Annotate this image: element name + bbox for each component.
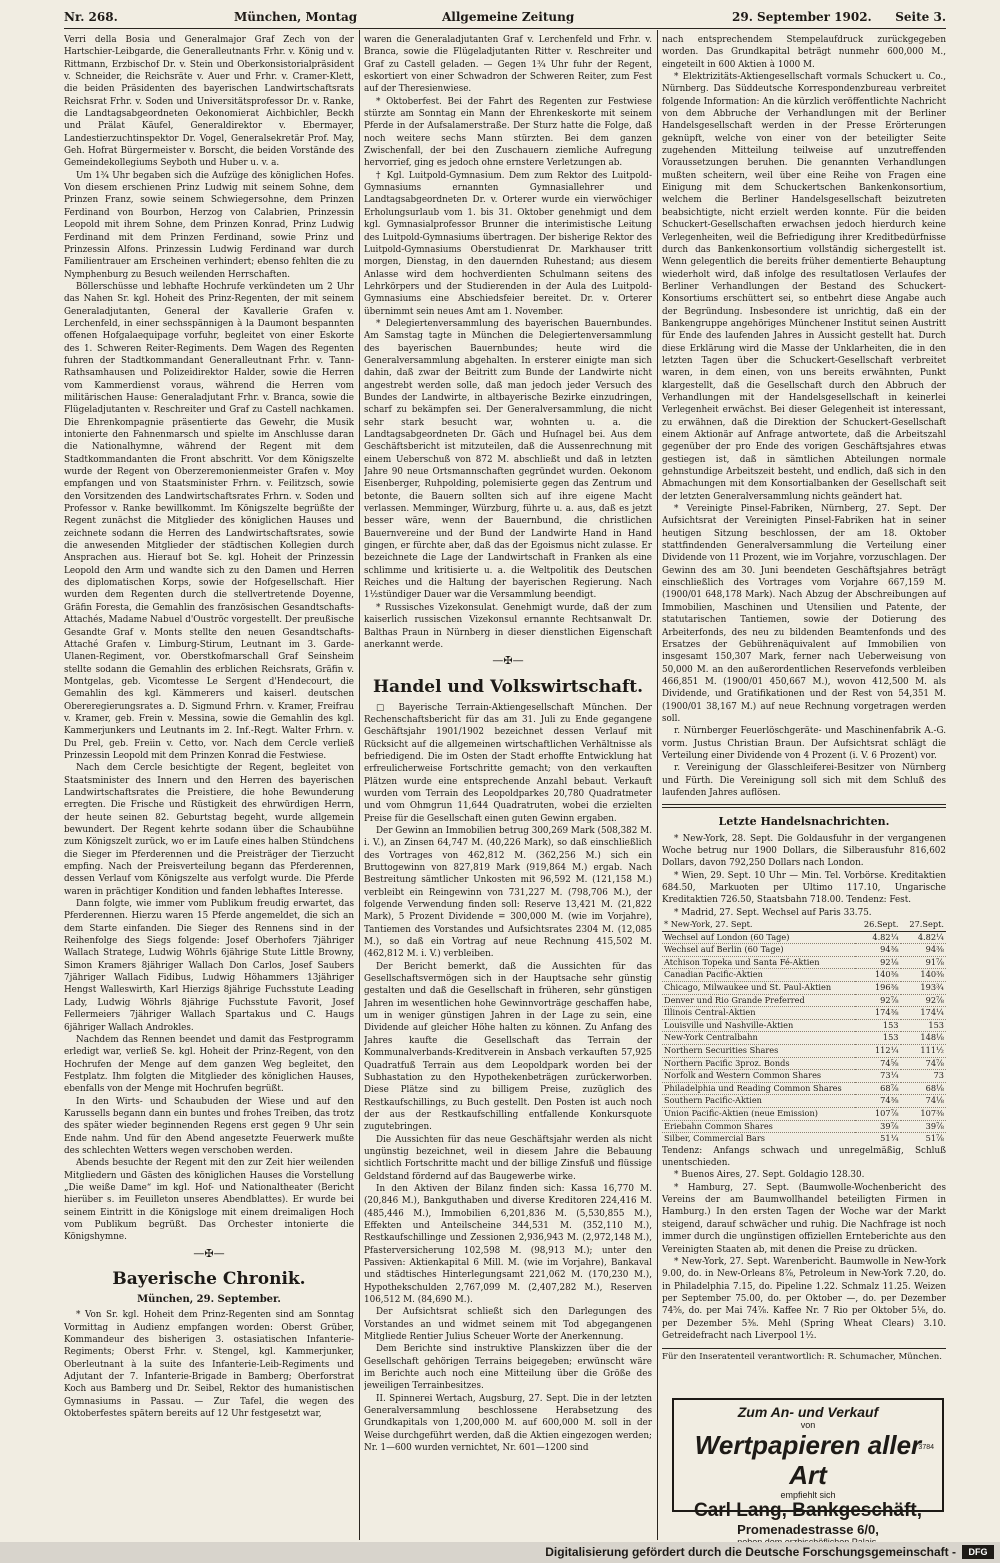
table-row xyxy=(662,1045,946,1058)
quote-name: Illinois Central-Aktien xyxy=(662,1007,855,1020)
quote-name: Eriebahn Common Shares xyxy=(662,1120,855,1133)
ad-headline: Wertpapieren aller Art xyxy=(694,1430,922,1490)
news-item-bauernbund: * Delegiertenversammlung des bayerischen Bauernbundes. Am Samstag tagte in München die Delegiertenversammlung des bayerischen Bauernbundes; heute wird die Generalversammlung abgehalten. In ersterer einigte man sich dahin, daß zwar der Beitritt zum Bunde der Landwirte nicht angestrebt werden solle, daß man jedoch jeder Versuch des Bundes der Landwirte, in altbayerische Bezirke einzudringen, scharf zu bekämpfen sei. Der Generalversammlung, die nicht sehr stark besucht war, wohnten u. a. die Landtagsabgeordneten Dr. Gäch und Huſnagel bei. Aus dem Geschäftsbericht ist mitzuteilen, daß die Aussenrechnung mit einem Ueberschuß von 872 M. abschließt und daß in letzten Jahre 90 neue Ortsmannschaften gegründet wurden. Oekonom Eisenberger, Ruhpolding, polemisierte gegen das Zentrum und betonte, die Bauern sollten sich auf ihre eigene Macht verlassen. Memminger, Würzburg, führte u. a. aus, daß es jetzt besser wäre, wenn der Bauernbund, die christlichen Bauernvereine und der Bund der Landwirte Hand in Hand gingen, er fürchte aber, daß das der Egoismus nicht zulasse. Er bezeichnete die Lage der Landwirtschaft in Franken als eine schlimme und kritisierte u. a. die Weltpolitik des Deutschen Reiches und die Haltung der bayerischen Regierung. Nach 1½stündiger Dauer war die Versammlung beendigt. xyxy=(364,318,652,601)
quote-value: 107⅞ xyxy=(855,1107,900,1120)
table-row xyxy=(662,931,946,944)
section-title-handelsnachrichten: Letzte Handelsnachrichten. xyxy=(718,815,890,829)
quote-value: 193¾ xyxy=(901,982,946,995)
news-item-gymnasium: † Kgl. Luitpold-Gymnasium. Dem zum Rektor des Luitpold-Gymnasiums ernannten Gymnasiallehrer und Landtagsabgeordneten Dr. v. Orterer wurde ein vierwöchiger Erholungsurlaub vom 1. bis 31. Oktober genehmigt und dem kgl. Gymnasialprofessor Brunner die interimistische Leitung des Luitpold-Gymnasiums übertragen. Der bisherige Rektor des Luitpold-Gymnasiums Oberstudienrat Dr. Markhauser tritt morgen, Dienstag, in den dauernden Ruhestand; aus diesem Anlasse wird dem hochverdienten Schulmann seitens des Lehrkörpers und der Studierenden in der Aula des Luitpold-Gymnasiums eine Abschiedsfeier bereitet. Dr. v. Orterer übernimmt sein neues Amt am 1. November. xyxy=(364,170,652,317)
news-item-glasschleifer: r. Vereinigung der Glasschleiferei-Besitzer von Nürnberg und Fürth. Die Vereinigung soll sich mit dem Schluß des laufenden Jahres auflösen. xyxy=(662,763,946,798)
article-paragraph: Der Gewinn an Immobilien betrug 300,269 Mark (508,382 M. i. V.), an Zinsen 64,747 M. (40,226 Mark), so daß einschließlich des Vortrages von 462,812 M. (362,256 M.) sich ein Bruttogewinn von 827,819 Mark (919,864 M.) ergab. Nach Bestreitung sämtlicher Unkosten mit 96,592 M. (121,158 M.) verbleibt ein Reingewinn von 731,227 M. (798,706 M.), der folgende Verwendung finden soll: Reserve 13,421 M. (21,822 Mark), 5 Prozent Dividende = 300,000 M. (wie im Vorjahre), Tantiemen des Vorstandes und Aufsichtsrates 2304 M. (12,085 M.), so daß ein Vortrag auf neue Rechnung 415,502 M. (462,812 M. i. V.) verbleiben. xyxy=(364,825,652,960)
quote-value: 68⅞ xyxy=(855,1082,900,1095)
ad-line: Zum An- und Verkauf xyxy=(737,1404,879,1420)
table-row xyxy=(662,982,946,995)
table-row xyxy=(662,1070,946,1083)
news-item-buenos-aires: * Buenos Aires, 27. Sept. Goldagio 128.30. xyxy=(674,1170,865,1181)
responsibility-note: Für den Inseratenteil verantwortlich: R. Schumacher, München. xyxy=(662,1348,946,1363)
ad-line: von xyxy=(800,1420,816,1430)
quote-value: 73 xyxy=(901,1070,946,1083)
quote-value: 4.82¼ xyxy=(855,931,900,944)
dateline: München, 29. September. xyxy=(137,1294,281,1306)
quote-value: 92⅞ xyxy=(901,994,946,1007)
quote-value: 196⅜ xyxy=(855,982,900,995)
news-item-newyork-gold: * New-York, 28. Sept. Die Goldausfuhr in der vergangenen Woche betrug nur 1900 Dollars, die Silberausfuhr 816,602 Dollars, davon 792,250 Dollars nach London. xyxy=(662,833,946,869)
news-item-vizekonsulat: * Russisches Vizekonsulat. Genehmigt wurde, daß der zum kaiserlich russischen Vizekonsul ernannte Rechtsanwalt Dr. Balthas Praun in Nürnberg in dieser dienstlichen Eigenschaft anerkannt werde. xyxy=(364,602,652,650)
article-paragraph: Verri della Bosia und Generalmajor Graf Zech von der Hartschier-Leibgarde, die Generalleutnants Frhr. v. König und v. Rittmann, Erzbischof Dr. v. Stein und Oberkonsistorialpräsident v. Schneider, die Reichsräte v. Auer und Frhr. v. Cramer-Klett, die beiden Präsidenten des bayerischen Landwirtschaftsrats Reichsrat Frhr. v. Soden und Universitätsprofessor Dr. v. Ranke, die Landtagsabgeordneten Oekonomierat Aichbichler, Beckh und Prälat Käufel, Generaldirektor v. Ebermayer, Landestierzuchtinspektor Dr. Vogel, Generalsekretär Prof. May, Geh. Hofrat Bürgermeister v. Borscht, die beiden Vorstände des Gemeindekollegiums Seyboth und Huber u. v. a. xyxy=(64,35,354,169)
ad-address: Promenadestrasse 6/0, xyxy=(737,1522,879,1537)
column-rule-1 xyxy=(359,30,360,1540)
news-item-hamburg: * Hamburg, 27. Sept. (Baumwolle-Wochenbericht des Vereins der am Baumwollhandel beteiligten Firmen in Hamburg.) In den ersten Tagen der Woche war der Markt steigend, darauf schwächer und ruhig. Die Nachfrage ist noch immer durch die ungünstigen offiziellen Ernteberichte aus den Vereinigten Staaten ab, mit denen die Preise zu drücken. xyxy=(662,1182,946,1255)
quote-value: 153 xyxy=(855,1032,900,1045)
article-paragraph: nach entsprechendem Stempelaufdruck zurückgegeben worden. Das Grundkapital beträgt nunmehr 600,000 M., eingeteilt in 600 Aktien à 1000 M. xyxy=(662,35,946,70)
quote-value: 92⅞ xyxy=(855,994,900,1007)
news-item-pinsel: * Vereinigte Pinsel-Fabriken, Nürnberg, 27. Sept. Der Aufsichtsrat der Vereinigten Pinsel-Fabriken hat in seiner heutigen Sitzung beschlossen, der am 18. Oktober stattfindenden Generalversammlung die Verteilung einer Dividende von 11 Prozent, wie im Vorjahre, vorzuschlagen. Der Gewinn des am 30. Juni beendeten Geschäftsjahres beträgt einschließlich des Vortrages vom Vorjahre 667,159 M. (1900/01 648,178 Mark). Nach Abzug der Abschreibungen auf Immobilien, Maschinen und Utensilien und Patente, der statutarischen Tantiemen, sowie der Dotierung des Arbeiterfonds, des neu zu bildenden Beamtenfonds und des Ersatzes der Gebührenäquivalent auf Immobilien von insgesamt 150,307 Mark, ferner nach Ueberweisung von 50,000 M. an den außerordentlichen Reservefonds verbleiben 466,851 M. (1900/01 450,667 M.), wovon 412,500 M. als Dividende, und Gratifikationen und der Rest von 54,351 M. (1900/01 38,167 M.) auf neue Rechnung vorgetragen werden soll. xyxy=(662,504,946,724)
table-header: 27.Sept. xyxy=(901,919,946,931)
quote-value: 91⅞ xyxy=(901,956,946,969)
table-row xyxy=(662,956,946,969)
table-row xyxy=(662,1133,946,1145)
article-paragraph: Die Aussichten für das neue Geschäftsjahr werden als nicht ungünstig bezeichnet, weil in diesem Jahre die Bebauung sichtlich Fortschritte macht und der billige Zinsfuß und flüssige Geldstand fördernd auf das Baugewerbe wirke. xyxy=(364,1134,652,1182)
article-paragraph: Böllerschüsse und lebhafte Hochrufe verkündeten um 2 Uhr das Nahen Sr. kgl. Hoheit des Prinz-Regenten, der mit seinem Generaladjutanten, General der Kavallerie Grafen v. Lerchenfeld, in einer sechsspännigen à la Daumont bespannten offenen Hofgalaequipage vorfuhr, begleitet von einer Eskorte des 1. Schweren Reiter-Regiments. Dem Wagen des Regenten fuhren der Stadtkommandant Generalleutnant Frhr. v. Tann-Rathsamhausen und Polizeidirektor Halder, sowie die Herren vom Kammerdienst voraus, während die Herren vom militärischen Hause: Generaladjutant Frhr. v. Branca, sowie die Flügeladjutanten v. Reschreiter und Graf zu Castell nachkamen. Die Ehrenkompagnie präsentierte das Gewehr, die Musik intonierte den Fahnenmarsch und spielte im Anschlusse daran die Nationalhymne, während der Regent mit dem Stadtkommandanten die Front abschritt. Vor dem Königszelte wurde der Regent von Oberzeremonienmeister Grafen v. Moy empfangen und von Staatsminister Frhrn. v. Feilitzsch, sowie den Vorsitzenden des Landwirtschaftsrates Frhrn. v. Soden und Professor v. Ranke bewillkommt. Im Königszelte begrüßte der Regent zunächst die Mitglieder des königlichen Hauses und zeichnete sodann die Herren des Landwirtschaftsrates, sowie die anwesenden Mitglieder der städtischen Kollegien durch Ansprachen aus. Hierauf bot Se. kgl. Hoheit der Prinzessin Leopold den Arm und wandte sich zu den Damen und Herren des diplomatischen Korps, sowie der Hofgesellschaft. Hier wurden dem Regenten durch die stellvertretende Doyenne, Gräfin Foresta, die Gemahlin des französischen Gesandtschafts-Attachés, Madame Nabuel d'Ouströc vorgestellt. Der preußische Gesandte Graf v. Monts stellte den neuen Gesandtschafts-Attaché Grafen v. Limburg-Stirum, Leutnant im 3. Garde-Ulanen-Regiment, vor. Oberstkofmarschall Graf Seinsheim stellte sodann die Gemahlin des erblichen Reichsrats, Gräfin v. Montgelas, geb. Vicomtesse Le Sergent d'Hendecourt, die Gemahlin des kgl. Kämmerers und kaiserl. deutschen Obereregierungsrates a. D. Sigmund Frhrn. v. Kramer, Freifrau v. Kramer, geb. Frein v. Messina, sowie die Gemahlin des kgl. Kammerjunkers und Leutnants im 2. Inf.-Regt. Walter Frhrn. v. Du Prel, geb. Freiin v. Cetto, vor. Nach dem Cercle verließ Prinzessin Leopold mit dem Prinzen Konrad die Festwiese. xyxy=(64,281,354,761)
table-row xyxy=(662,1032,946,1045)
ad-line: empfiehlt sich xyxy=(780,1490,836,1500)
table-row xyxy=(662,994,946,1007)
quote-value: 94⅜ xyxy=(855,944,900,957)
table-header: * New-York, 27. Sept. xyxy=(662,919,855,931)
section-title-handel: Handel und Volkswirtschaft. xyxy=(372,676,644,697)
table-body xyxy=(662,931,946,1145)
quote-value: 148⅛ xyxy=(901,1032,946,1045)
section-ornament: —✠— xyxy=(193,1246,225,1260)
header-place: München, Montag xyxy=(234,10,358,24)
column-rule-2 xyxy=(657,30,658,1540)
quote-value: 153 xyxy=(855,1019,900,1032)
table-row xyxy=(662,1019,946,1032)
ad-company: Carl Lang, Bankgeschäft, xyxy=(693,1500,923,1521)
table-header: 26.Sept. xyxy=(855,919,900,931)
dfg-logo: DFG xyxy=(962,1545,994,1559)
article-paragraph: □ Bayerische Terrain-Aktiengesellschaft München. Der Rechenschaftsbericht für das am 31. Juli zu Ende gegangene Geschäftsjahr 1901/1902 bezeichnet dessen Verlauf mit Rücksicht auf die allgemeinen wirtschaftlichen Verhältnisse als befriedigend. Die im Osten der Stadt erhoffte Entwicklung hat erfreulicherweise Fortschritte gemacht; von den verkauften Plätzen wurde eine entsprechende Anzahl bebaut. Verkauft wurden vom Terrain des Leopoldparkes 20,780 Quadratmeter und vom Ohmgrun 11,644 Quadratruten, wobei die erzielten Preise für die Gesellschaft einen guten Gewinn ergaben. xyxy=(364,702,652,824)
article-paragraph: II. Spinnerei Wertach, Augsburg, 27. Sept. Die in der letzten Generalversammlung beschlossene Herabsetzung des Grundkapitals von 1,200,000 M. auf 600,000 M. soll in der Weise durchgeführt werden, daß die Aktien eingezogen werden; Nr. 1—600 wurden vernichtet, Nr. 601—1200 sind xyxy=(364,1393,652,1454)
quote-value: 107⅜ xyxy=(901,1107,946,1120)
quote-value: 4.82¼ xyxy=(901,931,946,944)
quote-value: 51¼ xyxy=(855,1133,900,1145)
quote-name: Northern Pacific 3proz. Bonds xyxy=(662,1057,855,1070)
table-row xyxy=(662,944,946,957)
quote-value: 92⅛ xyxy=(855,956,900,969)
quote-value: 74⅛ xyxy=(901,1095,946,1108)
quote-value: 94⅜ xyxy=(901,944,946,957)
quote-value: 74⅝ xyxy=(855,1057,900,1070)
article-paragraph: In den Aktiven der Bilanz finden sich: Kassa 16,770 M. (20,846 M.), Bankguthaben und diverse Kreditoren 224,416 M. (485,446 M.), Immobilien 6,201,836 M. (5,530,855 M.), Effekten und Anteilscheine 344,531 M. (352,110 M.), Restkaufschillinge und Zessionen 2,936,943 M. (2,972,148 M.), Pfasterversicherung 102,598 M. (98,913 M.); unter den Passiven: Aktienkapital 6 Mill. M. (wie im Vorjahre), Bankaval und städtisches Hinterlegungsamt 221,062 M. (170,230 M.), Hypothekschulden 2,767,099 M. (2,407,282 M.), Reserven 106,512 M. (84,690 M.). xyxy=(364,1183,652,1306)
news-item-schuckert: * Elektrizitäts-Aktiengesellschaft vormals Schuckert u. Co., Nürnberg. Das Süddeutsche Korrespondenzbureau verbreitet folgende Information: An die kürzlich veröffentlichte Nachricht von dem Abbruche der Verhandlungen mit der Berliner Handelsgesellschaft werden in der Presse Erörterungen geknüpft, welche von einer von der beteiligter Seite zugehenden Mitteilung teilweise auf unzutreffenden Voraussetzungen beruhen. Die genannten Verhandlungen mußten scheitern, weil über eine Reihe von Fragen eine Einigung mit dem Schuckertschen Bankenkonsortium, welchem die Berliner Handelsgesellschaft beizutreten beabsichtigte, nicht erzielt werden konnte. Für die beiden Schuckert-Gesellschaften erwachsen jedoch hierdurch keine Verlegenheiten, weil die Befriedigung ihrer Kreditbedürfnisse durch das Bankenkonsortium vollständig sichergestellt ist. Wenn gelegentlich die bereits früher dementierte Behauptung wiederholt wird, daß infolge des resultatlosen Verlaufes der Berliner Verhandlungen der Bestand des Schuckert-Konsortiums erschüttert sei, so entbehrt diese Angabe auch der Begründung. Insbesondere ist unrichtig, daß ein der Bankengruppe angehöriges Münchener Institut seinen Austritt für Ende des laufenden Jahres in Aussicht gestellt hat. Durch diese Erklärung wird die Masse der Unklarheiten, die in den letzten Tagen über die Schuckert-Gesellschaft verbreitet waren, in dem einen, von uns bereits erwähnten, Punkt klargestellt, daß die Gesellschaft durch den Abbruch der Verhandlungen mit der Handelsgesellschaft in keinerlei Verlegenheit erwächst. Bei dieser Gelegenheit ist interessant, zu erwähnen, daß die Direktion der Schuckert-Gesellschaft einem Aktionär auf Anfrage antwortete, daß die Arbeitszahl gegenüber der pro Ende des vorigen Geschäftsjahres etwas gestiegen ist, daß in sämtlichen Abteilungen normale gehnstundige Arbeitszeit besteht, und endlich, daß sich in den Abmachungen mit dem Konsortialbanken der Gesellschaft seit der letzten Generalversammlung nichts geändert hat. xyxy=(662,72,946,502)
digitization-footer xyxy=(0,1542,1000,1563)
quote-value: 174⅜ xyxy=(855,1007,900,1020)
quote-value: 153 xyxy=(901,1019,946,1032)
quote-value: 112¼ xyxy=(855,1045,900,1058)
quote-value: 68⅛ xyxy=(901,1082,946,1095)
article-paragraph: waren die Generaladjutanten Graf v. Lerchenfeld und Frhr. v. Branca, sowie die Flügeladjutanten Ritter v. Reschreiter und Graf zu Castell geladen. — Gegen 1¾ Uhr fuhr der Regent, eskortiert von einer Schwadron der Schweren Reiter, zum Fest auf der Theresienwiese. xyxy=(364,35,652,95)
table-row xyxy=(662,1082,946,1095)
page-number: Seite 3. xyxy=(895,10,946,24)
quote-name: Silber, Commercial Bars xyxy=(662,1133,855,1145)
ad-reference: 3784 xyxy=(918,1444,934,1451)
article-paragraph: Um 1¾ Uhr begaben sich die Aufzüge des königlichen Hofes. Von diesem erschienen Prinz Ludwig mit seinem Sohne, dem Prinzen Franz, sowie seinem Schwiegersohne, dem Prinzen Ferdinand von Bourbon, Herzog von Calabrien, Prinzessin Leopold mit ihrem Sohne, dem Prinzen Konrad, Prinz Ludwig Ferdinand mit dem Prinzen Ferdinand, sowie Prinz und Prinzessin Alfons. Prinzessin Ludwig Ferdinand war durch Familientrauer am Erscheinen verhindert; ebenso fehlten die zu Nymphenburg zu Besuch weilenden Herrschaften. xyxy=(64,170,354,280)
quote-name: Denver und Rio Grande Preferred xyxy=(662,994,855,1007)
news-item-feuerloesch: r. Nürnberger Feuerlöschgeräte- und Maschinenfabrik A.-G. vorm. Justus Christian Braun. Der Aufsichtsrat schlägt die Verteilung einer Dividende von 4 Prozent (i. V. 6 Prozent) vor. xyxy=(662,726,946,761)
news-item-oktoberfest: * Oktoberfest. Bei der Fahrt des Regenten zur Festwiese stürzte am Sonntag ein Mann der Ehrenkeskorte mit seinem Pferde in der Aufsalamerstraße. Der Sturz hatte die Folge, daß noch weitere sechs Mann stürzten. Bei dem ganzen Zwischenfall, der bei den Zuschauern ziemliche Aufregung hervorrief, ging es jedoch ohne ernstere Verletzungen ab. xyxy=(364,96,652,169)
quote-value: 51⅞ xyxy=(901,1133,946,1145)
footer-text: Digitalisierung gefördert durch die Deutsche Forschungsgemeinschaft - xyxy=(545,1545,956,1559)
quote-name: Northern Securities Shares xyxy=(662,1045,855,1058)
quote-name: Union Pacific-Aktien (neue Emission) xyxy=(662,1107,855,1120)
header-rule xyxy=(64,28,946,29)
section-ornament: —✠— xyxy=(492,654,524,668)
article-paragraph: Nachdem das Rennen beendet und damit das Festprogramm erledigt war, verließ Se. kgl. Hoheit der Prinz-Regent, von den Hochrufen der Menge auf dem ganzen Weg begleitet, den Festplatz. Ihm folgten die Mitglieder des königlichen Hauses, ebenfalls von der Menge mit Hochrufen begrüßt. xyxy=(64,1034,354,1095)
quote-name: Norfolk and Western Common Shares xyxy=(662,1070,855,1083)
section-divider xyxy=(662,804,946,808)
quote-name: Louisville und Nashville-Aktien xyxy=(662,1019,855,1032)
table-row xyxy=(662,1107,946,1120)
table-header-row xyxy=(662,919,946,931)
column-1 xyxy=(64,34,354,1539)
table-row xyxy=(662,1095,946,1108)
section-title-bayerische-chronik: Bayerische Chronik. xyxy=(112,1269,306,1290)
quote-value: 74⅜ xyxy=(855,1095,900,1108)
quote-value: 111½ xyxy=(901,1045,946,1058)
news-item-madrid: * Madrid, 27. Sept. Wechsel auf Paris 33.75. xyxy=(674,907,872,918)
page-header xyxy=(64,10,946,26)
article-paragraph: Dem Berichte sind instruktive Planskizzen über die der Gesellschaft gehörigen Terrains beigegeben; erwünscht wäre im Berichte auch noch eine Mitteilung über die Größe des jeweiligen Terrainbesitzes. xyxy=(364,1344,652,1392)
stock-quotes-table xyxy=(662,919,946,1145)
quote-value: 174¼ xyxy=(901,1007,946,1020)
quote-name: Chicago, Milwaukee und St. Paul-Aktien xyxy=(662,982,855,995)
quote-name: Southern Pacific-Aktien xyxy=(662,1095,855,1108)
newspaper-title: Allgemeine Zeitung xyxy=(442,10,575,24)
quote-name: Philadelphia und Reading Common Shares xyxy=(662,1082,855,1095)
table-row xyxy=(662,1007,946,1020)
article-paragraph: Abends besuchte der Regent mit den zur Zeit hier weilenden Mitgliedern und Gästen des königlichen Hauses die Vorstellung „Die weiße Dame“ im kgl. Hof- und Nationaltheater (Bericht hierüber s. im Feuilleton unseres Abendblattes). Er wurde bei seinem Eintritt in die Königsloge mit einem dreimaligen Hoch vom Publikum begrüßt. Das Orchester intonierte die Königshymne. xyxy=(64,1158,354,1243)
news-item-newyork-waren: * New-York, 27. Sept. Warenbericht. Baumwolle in New-York 9.00, do. in New-Orleans 8⅞, Petroleum in New-York 7.20, do. in Philadelphia 7.15, do. Pipeline 1.22. Schmalz 11.25. Weizen per September 75.00, do. per Oktober —, do. per Dezember 74⅝, do. per Mai 74⅞. Kaffee Nr. 7 Rio per Oktober 5⅛, do. per Dezember 5⅜. Mehl (Spring Wheat Clears) 3.10. Getreidefracht nach Liverpool 1½. xyxy=(662,1256,946,1341)
news-item-wien: * Wien, 29. Sept. 10 Uhr — Min. Tel. Vorbörse. Kreditaktien 684.50, Markuoten per Ultimo 117.10, Ungarische Kreditaktien 726.50, Staatsbahn 718.00. Tendenz: Fest. xyxy=(662,870,946,906)
quote-name: New-York Centralbahn xyxy=(662,1032,855,1045)
quote-value: 140⅜ xyxy=(855,969,900,982)
article-paragraph: Nach dem Cercle besichtigte der Regent, begleitet von Staatsminister des Innern und den Herren des bayerischen Landwirtschaftsrates die Preistiere, die hohe Bewunderung erregten. Die Frische und Rüstigkeit des ehrwürdigen Herrn, der heute seinen 82. Geburtstag begeht, wurde allgemein bewundert. Der Regent kehrte sodann über die Schaubühne zum Königszelt zurück, wo er im Laufe eines halben Stündchens die Sieger im Pferderennen und die Preisträger der Tierzucht empfing. Nach der Preisverteilung begann das Pferderennen, dessen Verlauf vom Königszelte aus verfolgt wurde. Die Pferde waren in prächtiger Kondition und fanden lebhaftes Interesse. xyxy=(64,763,354,897)
advertisement-carl-lang xyxy=(672,1398,944,1537)
article-paragraph: In den Wirts- und Schaubuden der Wiese und auf den Karussells begann dann ein buntes und frohes Treiben, das trotz des später wieder beginnenden Regens erst gegen 9 Uhr sein Ende nahm. Und für den Abend angesetzte Feuerwerk mußte des schlechten Wetters wegen verschoben werden. xyxy=(64,1096,354,1156)
issue-number: Nr. 268. xyxy=(64,10,118,24)
header-date: 29. September 1902. xyxy=(732,10,872,24)
table-row xyxy=(662,1057,946,1070)
column-2 xyxy=(364,34,652,1539)
article-paragraph: Der Aufsichtsrat schließt sich den Darlegungen des Vorstandes an und widmet seinem mit Tod abgegangenen Mitgliede Rentier Julius Scheuer Worte der Anerkennung. xyxy=(364,1307,652,1343)
quote-value: 74⅞ xyxy=(901,1057,946,1070)
quote-name: Canadian Pacific-Aktien xyxy=(662,969,855,982)
article-paragraph: * Von Sr. kgl. Hoheit dem Prinz-Regenten sind am Sonntag Vormittag in Audienz empfangen worden: Oberst Grüber, Kommandeur des bisherigen 3. ostasiatischen Infanterie-Regiments; Oberst Frhr. v. Stengel, kgl. Kammerjunker, Oberleutnant à la suite des Infanterie-Leib-Regiments und Adjutant der 7. Infanterie-Brigade in Bamberg; Oberforstrat Koch aus Bamberg und Dr. Seibel, Rektor des humanistischen Gymnasiums in Passau. — Zur Tafel, die wegen des Oktoberfestes spätern bereits auf 12 Uhr festgesetzt war, xyxy=(64,1310,354,1420)
quote-name: Atchison Topeka und Santa Fé-Aktien xyxy=(662,956,855,969)
article-paragraph: Dann folgte, wie immer vom Publikum freudig erwartet, das Pferderennen. Hierzu waren 15 Pferde angemeldet, die sich an dem Starte einfanden. Die Sieger des Rennens sind in der Reihenfolge des Siegs folgende: Josef Oberhofers 7jähriger Wallach Stratege, Ludwig Wöhrls 6jährige Stute Little Browny, Simon Kramers 8jähriger Wallach Don Carlos, Josef Saubers 7jähriger Wallach Fidibus, Ludwig Höhammers 13jähriger Hengst Walleswirth, Karl Hierzigs 8jährige Fuchsstute Leading Lady, Ludwig Wöhrls 8jährige Fuchsstute Favorit, Josef Fellermeiers 7jähriger Wallach Spartakus und C. Haugs 6jähriger Wallach Androkles. xyxy=(64,899,354,1033)
quote-value: 39⅞ xyxy=(855,1120,900,1133)
table-note: Tendenz: Anfangs schwach und unregelmäßig, Schluß unentschieden. xyxy=(662,1145,946,1169)
quote-name: Wechsel auf Berlin (60 Tage) xyxy=(662,944,855,957)
column-3 xyxy=(662,34,946,1394)
table-row xyxy=(662,1120,946,1133)
quote-value: 73¼ xyxy=(855,1070,900,1083)
quote-name: Wechsel auf London (60 Tage) xyxy=(662,931,855,944)
quote-value: 140⅜ xyxy=(901,969,946,982)
article-paragraph: Der Bericht bemerkt, daß die Aussichten für das Gesellschaftsvermögen sich in der Hauptsache sehr günstig gestalten und daß die Gesellschaft in früheren, sehr günstigen Jahren im wesentlichen hohe Gewinnvorträge geschaffen habe, um in weniger günstigen Jahren in der Lage zu sein, eine Dividende auf gleicher Höhe halten zu können. Zu Anfang des Jahres kaufte die Gesellschaft das Terrain der Kommunalverbands-Kreditverein in Ansbach verkauften 57,925 Quadratfuß Terrain aus dem Leopoldpark worden bei der Subhastation zu den Hypothekenbeträgen zurückerworben. Diese Plätze sind zu billigem Preise, zuzüglich des Restkaufschillings, zu Buch gestellt. Den Posten ist auch noch der aus der Restkaufschilling entfallende Konkursquote zugutebringen. xyxy=(364,961,652,1133)
quote-value: 39⅞ xyxy=(901,1120,946,1133)
table-row xyxy=(662,969,946,982)
